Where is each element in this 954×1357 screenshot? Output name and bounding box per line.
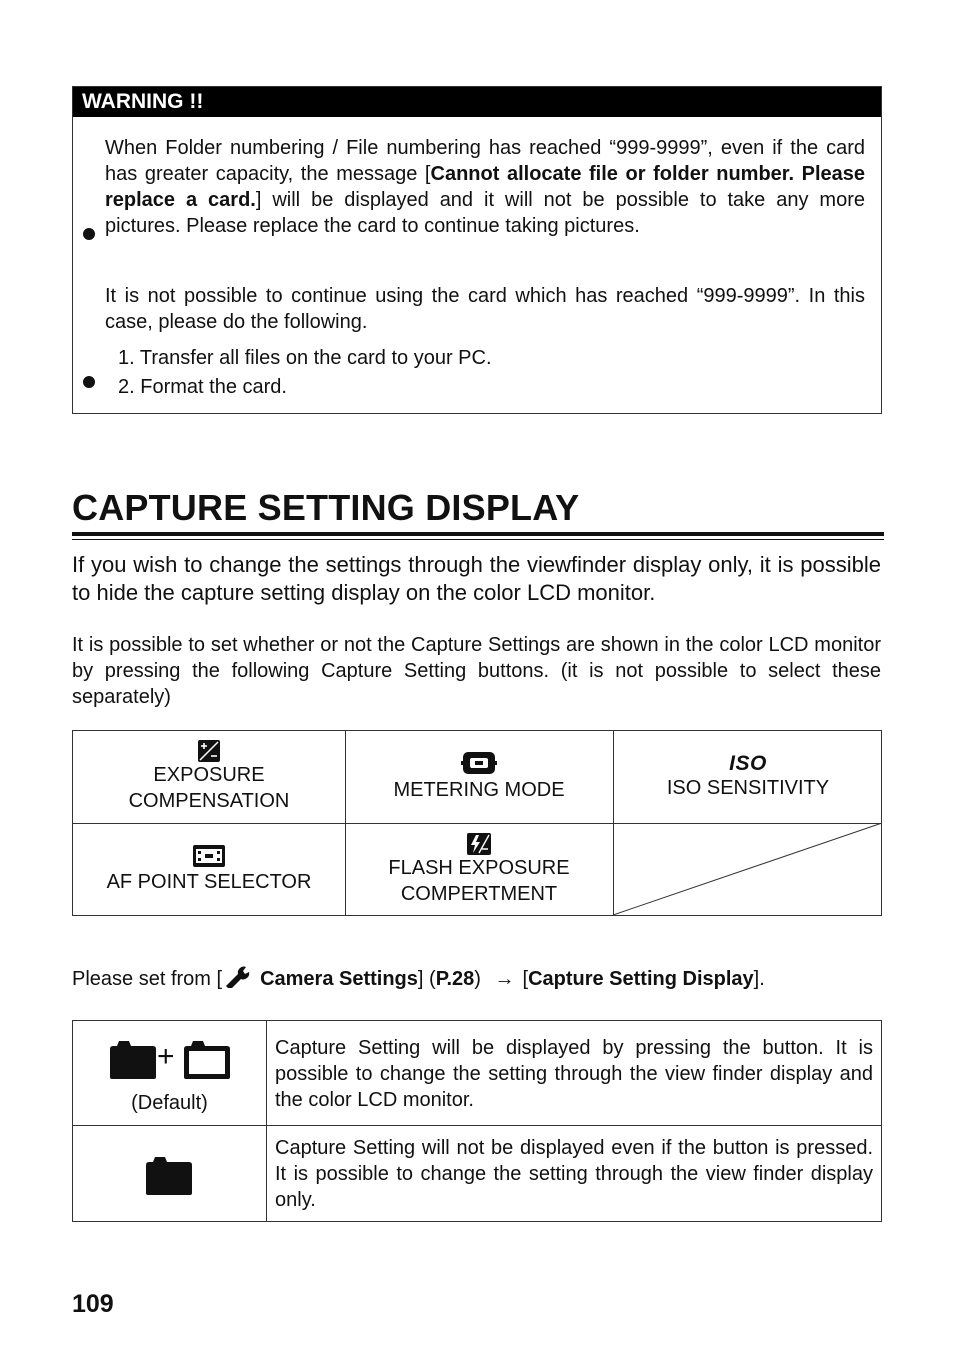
exposure-compensation-icon	[198, 740, 220, 762]
page-number: 109	[72, 1290, 114, 1318]
metering-mode-icon	[461, 751, 497, 775]
option-hidden-text: Capture Setting will not be displayed even if the button is pressed. It is possible to change the setting through the view finder display only.	[275, 1137, 873, 1211]
bullet-icon	[83, 376, 95, 388]
wrench-icon	[224, 966, 252, 988]
warning-bullet-2: It is not possible to continue using the card which has reached “999-9999”. In this case, please do the following.	[105, 285, 865, 333]
set-from-prefix: Please set from [	[72, 968, 223, 990]
warning-heading: WARNING !!	[73, 87, 881, 117]
default-label: (Default)	[131, 1092, 208, 1114]
option-default-text: Capture Setting will be displayed by pressing the button. It is possible to change the setting through the view finder display and the color LCD monitor.	[275, 1037, 873, 1111]
lcd-on-icon	[109, 1038, 157, 1080]
viewfinder-on-icon	[183, 1038, 231, 1080]
step-1: 1. Transfer all files on the card to your PC.	[118, 347, 492, 369]
iso-icon: ISO	[729, 752, 767, 775]
flash-exposure-icon	[467, 833, 491, 855]
capture-buttons-table	[72, 730, 882, 916]
option-default-icon-cell	[73, 1021, 266, 1125]
iso-label: ISO SENSITIVITY	[666, 777, 830, 799]
exposure-label: EXPOSURE COMPENSATION	[128, 764, 290, 812]
option-hidden-icon-cell	[73, 1126, 266, 1222]
capture-setting-display-link: Capture Setting Display	[528, 968, 754, 990]
page-reference: P.28	[435, 968, 475, 990]
warning-bullet-1	[105, 135, 865, 239]
cell-iso	[613, 731, 883, 823]
display-options-table	[72, 1020, 882, 1222]
metering-label: METERING MODE	[393, 779, 565, 801]
intro-paragraph: If you wish to change the settings through the viewfinder display only, it is possible to hide the capture setting display on the color LCD monitor.	[72, 552, 881, 605]
step-2: 2. Format the card.	[118, 376, 287, 398]
warning-box	[72, 86, 882, 414]
set-from-line	[72, 965, 765, 993]
plus-sign: +	[157, 1040, 175, 1073]
body-paragraph: It is possible to set whether or not the Capture Settings are shown in the color LCD monitor by pressing the following Capture Setting buttons. (it is not possible to select these separately)	[72, 634, 881, 708]
arrow-right-icon: →	[494, 968, 515, 990]
lcd-off-icon	[145, 1154, 193, 1196]
set-from-text: ] (	[417, 968, 436, 990]
warning-text: ] will be displayed and it will not be possible to take any more pictures. Please replace the card to continue taking pictures.	[105, 189, 865, 237]
title-rule-thin	[72, 539, 884, 540]
title-rule	[72, 532, 884, 536]
warning-text: When Folder numbering / File numbering has reached “999-9999”, even if the card has greater capacity, the message [	[105, 137, 865, 185]
cell-metering	[345, 731, 613, 823]
section-title: CAPTURE SETTING DISPLAY	[72, 487, 580, 528]
set-from-text: )	[474, 968, 481, 990]
empty-cell-diagonal	[613, 823, 883, 916]
cell-exposure	[73, 731, 345, 823]
flash-label: FLASH EXPOSURE COMPERTMENT	[388, 856, 570, 905]
bullet-icon	[83, 228, 95, 240]
af-point-icon	[193, 845, 225, 867]
cell-af	[73, 823, 345, 916]
set-from-text: [	[522, 968, 529, 990]
cell-flash	[345, 823, 613, 916]
warning-message-bold: Cannot allocate file or folder number. Please replace a card.	[105, 163, 865, 211]
af-label: AF POINT SELECTOR	[106, 870, 312, 893]
camera-settings-link: Camera Settings	[260, 968, 418, 990]
set-from-text: ].	[753, 968, 765, 990]
